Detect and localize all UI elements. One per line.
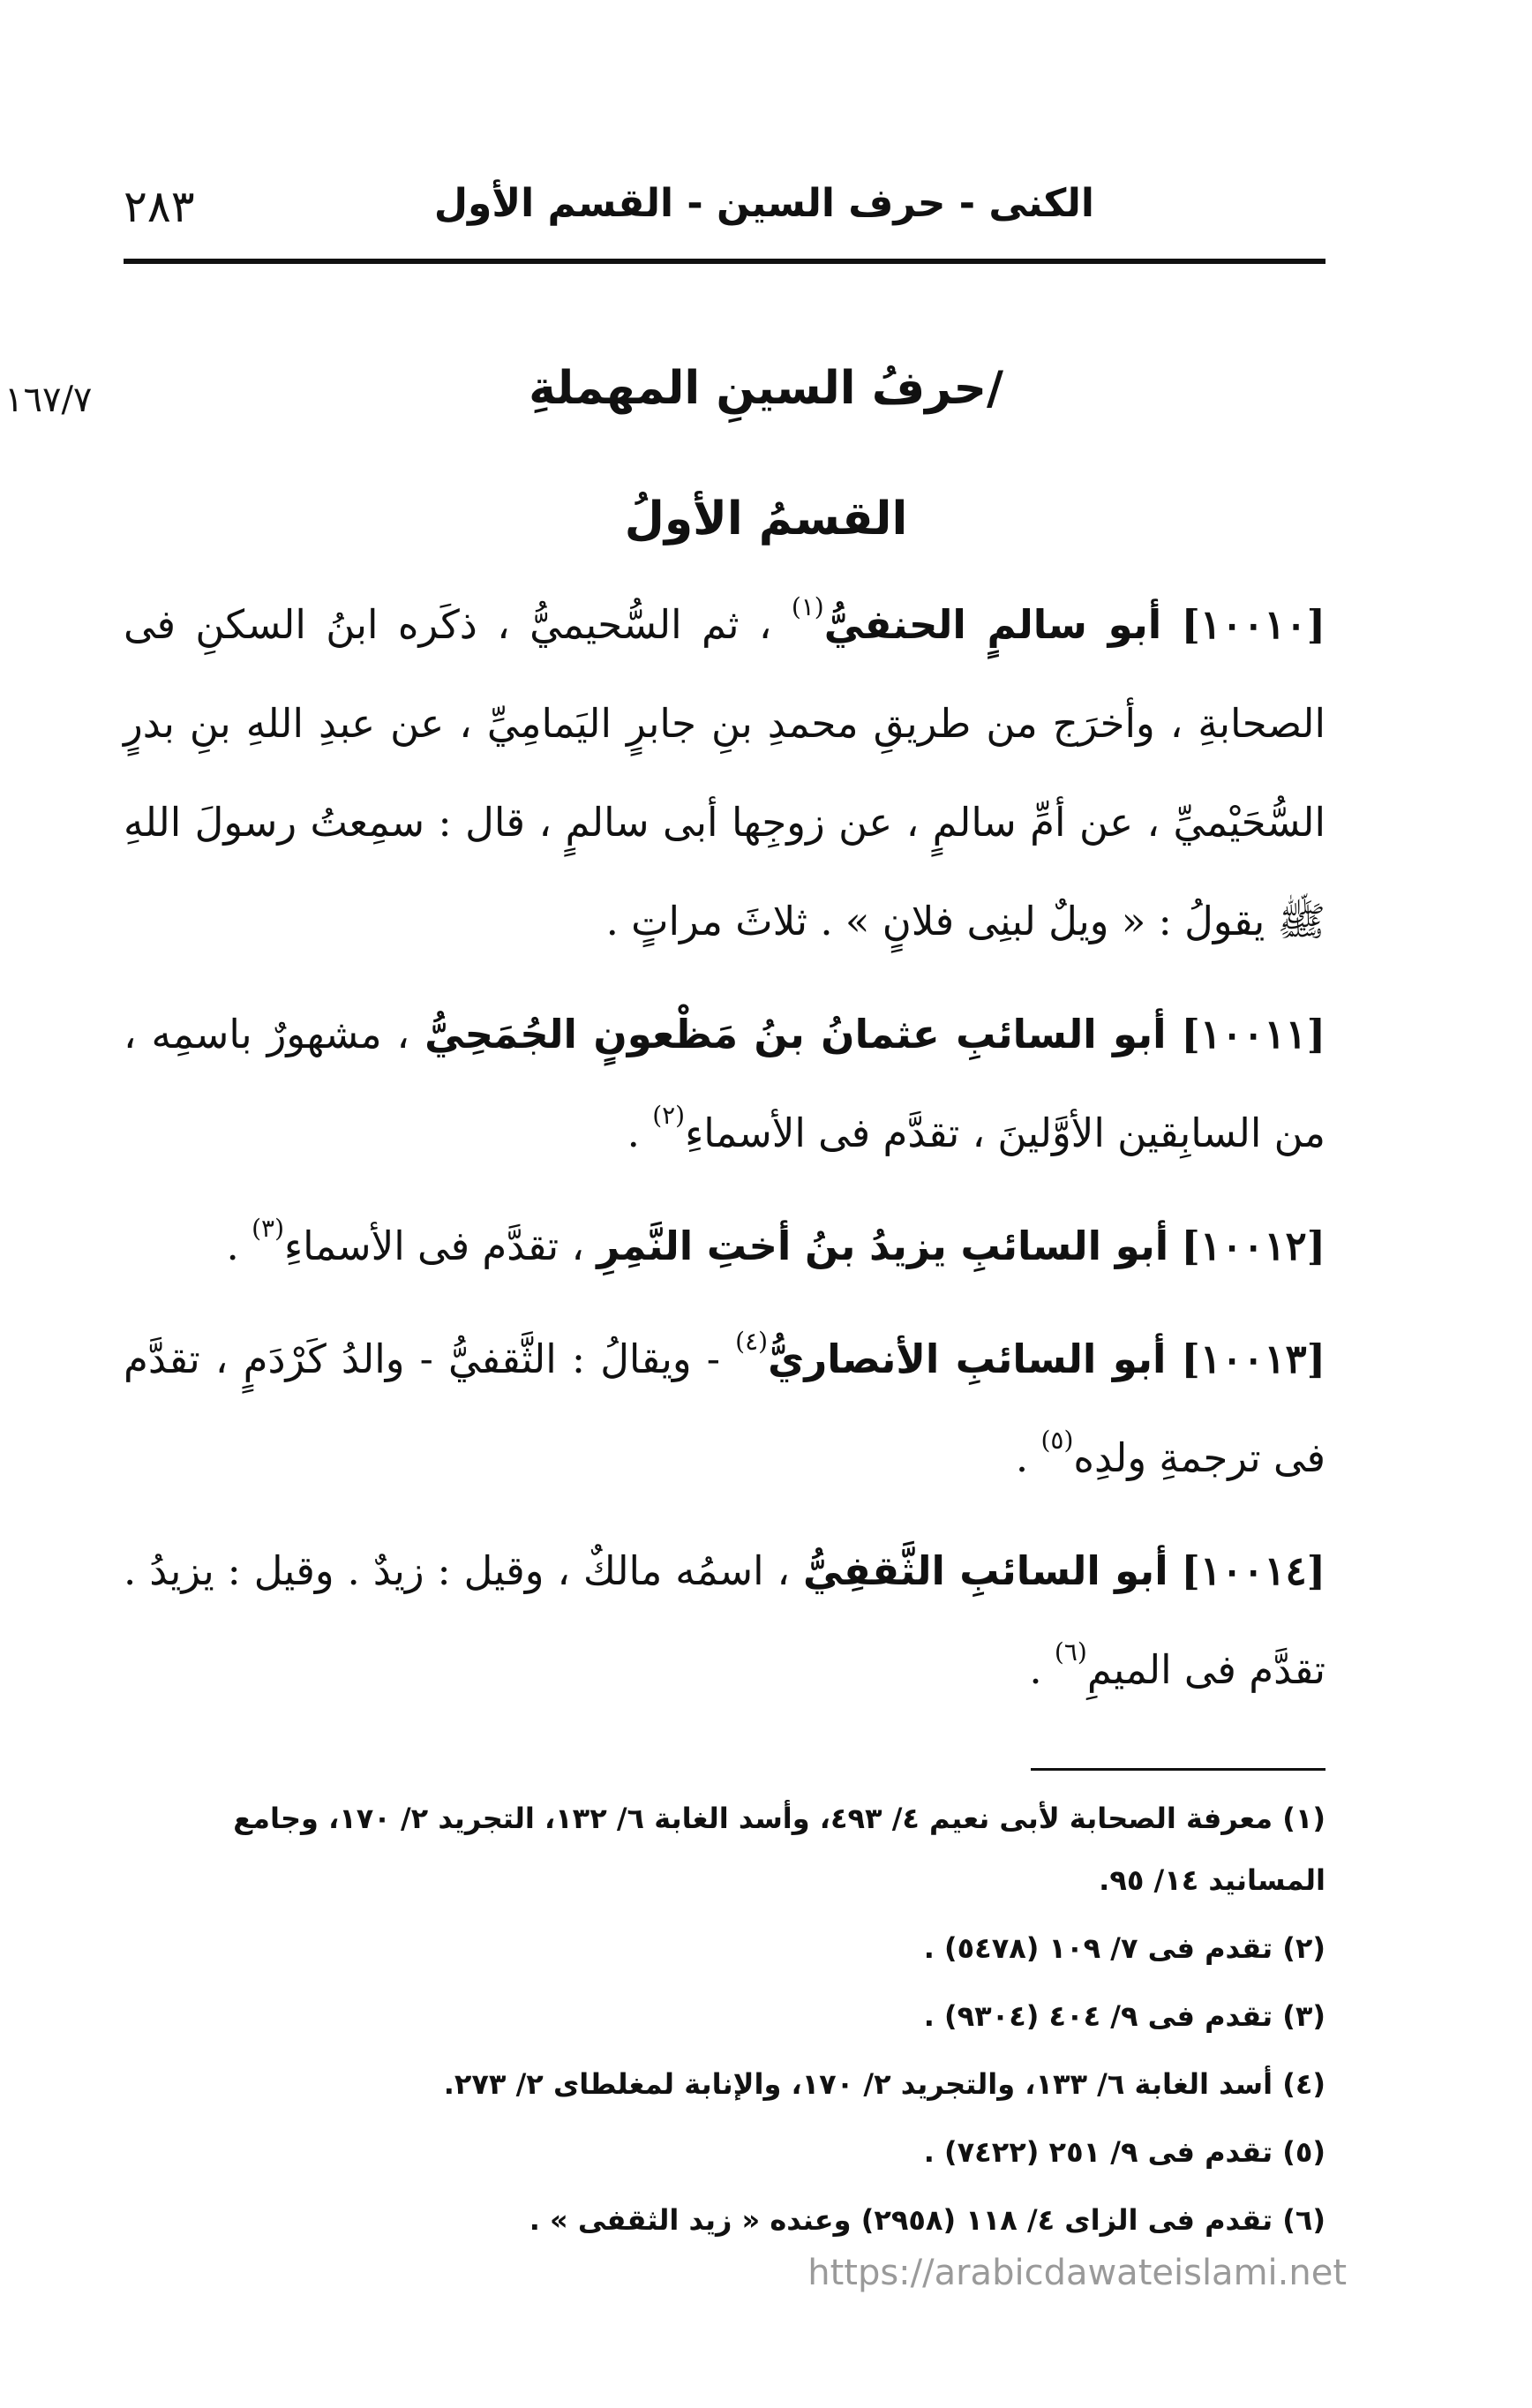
footnote: (٤) أسد الغابة ٦/ ١٣٣، والتجريد ٢/ ١٧٠، والإنابة لمغلطاى ٢/ ٢٧٣. [443, 2067, 1325, 2101]
footnote: (٢) تقدم فى ٧/ ١٠٩ (٥٤٧٨) . [923, 1931, 1325, 1965]
entry-text: ، مشهورٌ باسمِه ، من السابِقين الأوَّلينَ ، تقدَّم فى الأسماءِ [124, 1011, 1325, 1156]
footnotes [124, 1787, 1325, 2257]
section-title: القسمُ الأولُ [624, 493, 908, 546]
footnote-rule [1031, 1768, 1325, 1771]
running-title: الكنى - حرف السين - القسم الأول [433, 181, 1094, 226]
footnote: (١) معرفة الصحابة لأبى نعيم ٤/ ٤٩٣، وأسد الغابة ٦/ ١٣٢، التجريد ٢/ ١٧٠، وجامع المسانيد ١٤/ ٩٥. [233, 1802, 1325, 1897]
entry-name: أبو السائبِ الثَّقفِيُّ [802, 1547, 1168, 1594]
margin-reference: ١٦٧/٧ [4, 380, 93, 420]
entry-name: أبو سالمٍ الحنفيُّ [823, 601, 1162, 648]
entry-number: [١٠٠١١] [1181, 1011, 1325, 1057]
footnote-marker: (٥) [1040, 1426, 1074, 1455]
watermark-url: https://arabicdawateislami.net [807, 2253, 1347, 2293]
page-header [124, 181, 1324, 252]
entry-name: أبو السائبِ عثمانُ بنُ مَظْعونٍ الجُمَحِيُّ [424, 1011, 1167, 1057]
footnote-marker: (٢) [652, 1101, 686, 1130]
footnote-marker: (٦) [1054, 1637, 1087, 1667]
footnote: (٣) تقدم فى ٩/ ٤٠٤ (٩٣٠٤) . [923, 1999, 1325, 2033]
footnote-marker: (٤) [735, 1327, 769, 1356]
entry-tail: . [627, 1110, 653, 1156]
entry [124, 1522, 1325, 1719]
entry [124, 1197, 1325, 1296]
entries-list [124, 576, 1325, 1734]
page-number: ٢٨٣ [124, 181, 195, 232]
entry-text: ، اسمُه مالكٌ ، وقيل : زيدٌ . وقيل : يزيدُ . تقدَّم فى الميمِ [124, 1547, 1325, 1693]
entry [124, 1310, 1325, 1508]
footnote-marker: (١) [791, 592, 824, 621]
entry [124, 985, 1325, 1183]
entry-number: [١٠٠١٤] [1181, 1547, 1325, 1594]
entry-number: [١٠٠١٠] [1181, 601, 1326, 648]
entry-text: - ويقالُ : الثَّقفيُّ - والدُ كَرْدَمٍ ، تقدَّم فى ترجمةِ ولدِه [124, 1336, 1325, 1481]
entry [124, 576, 1325, 971]
entry-tail: . [226, 1223, 252, 1269]
entry-name: أبو السائبِ الأنصاريُّ [768, 1336, 1167, 1382]
entry-tail: . [1015, 1434, 1041, 1481]
header-rule [124, 259, 1325, 264]
footnote: (٥) تقدم فى ٩/ ٢٥١ (٧٤٢٢) . [923, 2135, 1325, 2169]
entry-tail: . [1029, 1646, 1055, 1693]
entry-name: أبو السائبِ يزيدُ بنُ أختِ النَّمِرِ [597, 1223, 1169, 1269]
entry-text: ، ثم السُّحيميُّ ، ذكَره ابنُ السكنِ فى الصحابةِ ، وأخرَج من طريقِ محمدِ بنِ جابرٍ اليَمامِيِّ ، عن عبدِ اللهِ بنِ بدرٍ السُّحَيْميِّ ، عن أمِّ سالمٍ ، عن زوجِها أبى سالمٍ ، قال : سمِعتُ رسولَ اللهِ ﷺ يقولُ : « ويلٌ لبنِى فلانٍ » . ثلاثَ مراتٍ . [124, 601, 1325, 944]
entry-text: ، تقدَّم فى الأسماءِ [284, 1223, 584, 1269]
footnote: (٦) تقدم فى الزاى ٤/ ١١٨ (٢٩٥٨) وعنده « زيد الثقفى » . [529, 2203, 1325, 2237]
entry-number: [١٠٠١٣] [1181, 1336, 1325, 1382]
chapter-title: /حرفُ السينِ المهملةِ [529, 362, 1003, 415]
entry-number: [١٠٠١٢] [1181, 1223, 1325, 1269]
footnote-marker: (٣) [252, 1214, 284, 1243]
